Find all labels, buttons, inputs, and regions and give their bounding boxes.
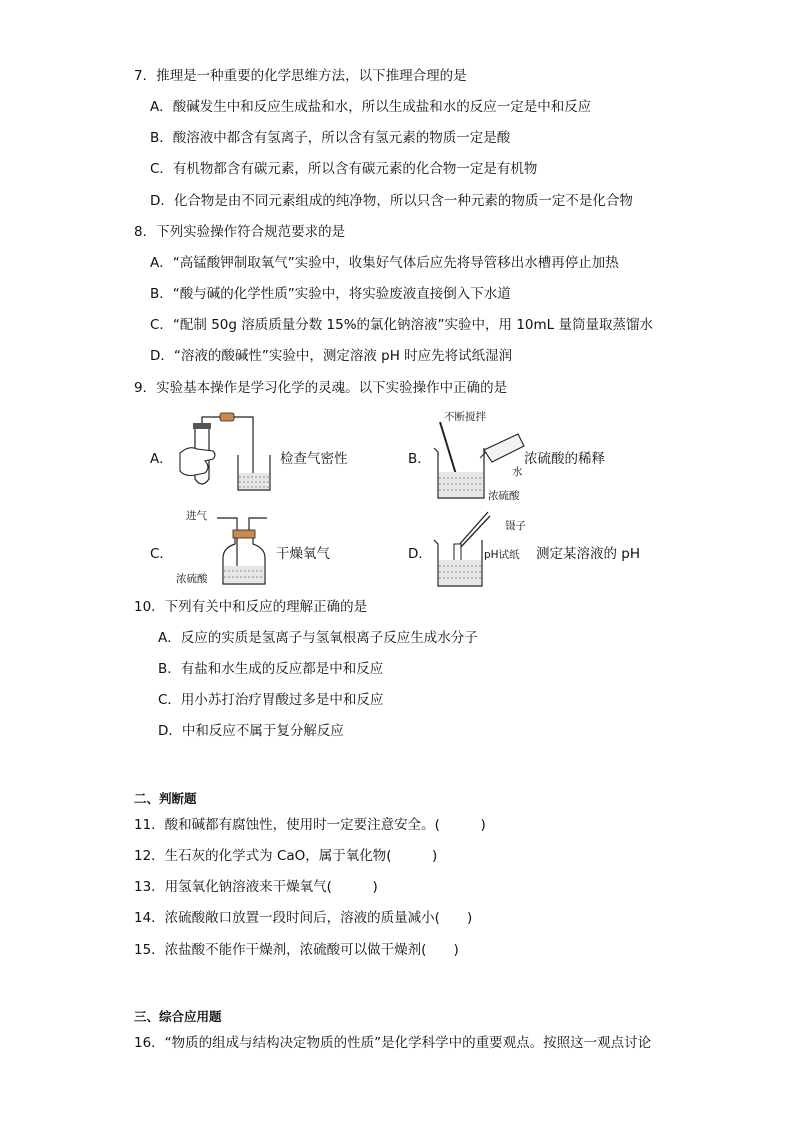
q10-option-b: B．有盐和水生成的反应都是中和反应 <box>158 661 384 677</box>
q9-option-c-letter: C． <box>150 546 173 562</box>
q10-option-c: C．用小苏打治疗胃酸过多是中和反应 <box>158 692 384 708</box>
q7-option-a: A．酸碱发生中和反应生成盐和水，所以生成盐和水的反应一定是中和反应 <box>150 99 592 115</box>
q8-option-b: B．“酸与碱的化学性质”实验中，将实验废液直接倒入下水道 <box>150 286 511 302</box>
q8-stem: 8．下列实验操作符合规范要求的是 <box>134 224 346 240</box>
q15: 15．浓盐酸不能作干燥剂，浓硫酸可以做干燥剂( ) <box>134 942 459 958</box>
q9-option-d-caption: 测定某溶液的 pH <box>536 546 641 562</box>
section2-title: 二、判断题 <box>134 791 197 806</box>
q9-c-acid-label: 浓硫酸 <box>176 573 208 585</box>
q16: 16．“物质的组成与结构决定物质的性质”是化学科学中的重要观点。按照这一观点讨论 <box>134 1035 652 1051</box>
q9-option-b-caption: 浓硫酸的稀释 <box>524 451 605 467</box>
q11: 11．酸和碱都有腐蚀性，使用时一定要注意安全。( ) <box>134 817 486 833</box>
q8-option-a: A．“高锰酸钾制取氧气”实验中，收集好气体后应先将导管移出水槽再停止加热 <box>150 255 619 271</box>
q7-option-c: C．有机物都含有碳元素，所以含有碳元素的化合物一定是有机物 <box>150 161 538 177</box>
q7-option-b: B．酸溶液中都含有氢离子，所以含有氢元素的物质一定是酸 <box>150 130 511 146</box>
q9-option-b-letter: B． <box>408 451 431 467</box>
q10-option-a: A．反应的实质是氢离子与氢氧根离子反应生成水分子 <box>158 630 478 646</box>
gas-drying-bottle-figure <box>215 512 275 587</box>
q9-b-acid-label: 浓硫酸 <box>488 490 520 502</box>
q14: 14．浓硫酸敞口放置一段时间后，溶液的质量减小( ) <box>134 910 473 926</box>
q9-option-c-caption: 干燥氧气 <box>276 546 330 562</box>
q10-option-d: D．中和反应不属于复分解反应 <box>158 723 344 739</box>
q9-c-inlet-label: 进气 <box>186 510 207 522</box>
q8-option-d: D．“溶液的酸碱性”实验中，测定溶液 pH 时应先将试纸湿润 <box>150 348 513 364</box>
airtightness-apparatus-figure <box>175 415 275 495</box>
q10-stem: 10．下列有关中和反应的理解正确的是 <box>134 599 368 615</box>
q9-stem: 9．实验基本操作是学习化学的灵魂。以下实验操作中正确的是 <box>134 380 508 396</box>
q13: 13．用氢氧化钠溶液来干燥氧气( ) <box>134 879 378 895</box>
q9-d-tweezer-label: 镊子 <box>505 520 526 532</box>
q9-b-stirring-label: 不断搅拌 <box>444 411 486 423</box>
q12: 12．生石灰的化学式为 CaO，属于氧化物( ) <box>134 848 438 864</box>
q7-stem: 7．推理是一种重要的化学思维方法，以下推理合理的是 <box>134 68 467 84</box>
q9-b-water-label: 水 <box>512 466 523 478</box>
section3-title: 三、综合应用题 <box>134 1009 222 1024</box>
q9-option-d-letter: D． <box>408 546 432 562</box>
q9-option-a-letter: A． <box>150 451 173 467</box>
q8-option-c: C．“配制 50g 溶质质量分数 15%的氯化钠溶液”实验中，用 10mL 量筒量取蒸馏水 <box>150 317 653 333</box>
q9-d-paper-label: pH试纸 <box>484 549 520 561</box>
q7-option-d: D．化合物是由不同元素组成的纯净物，所以只含一种元素的物质一定不是化合物 <box>150 193 633 209</box>
q9-option-a-caption: 检查气密性 <box>280 451 348 467</box>
